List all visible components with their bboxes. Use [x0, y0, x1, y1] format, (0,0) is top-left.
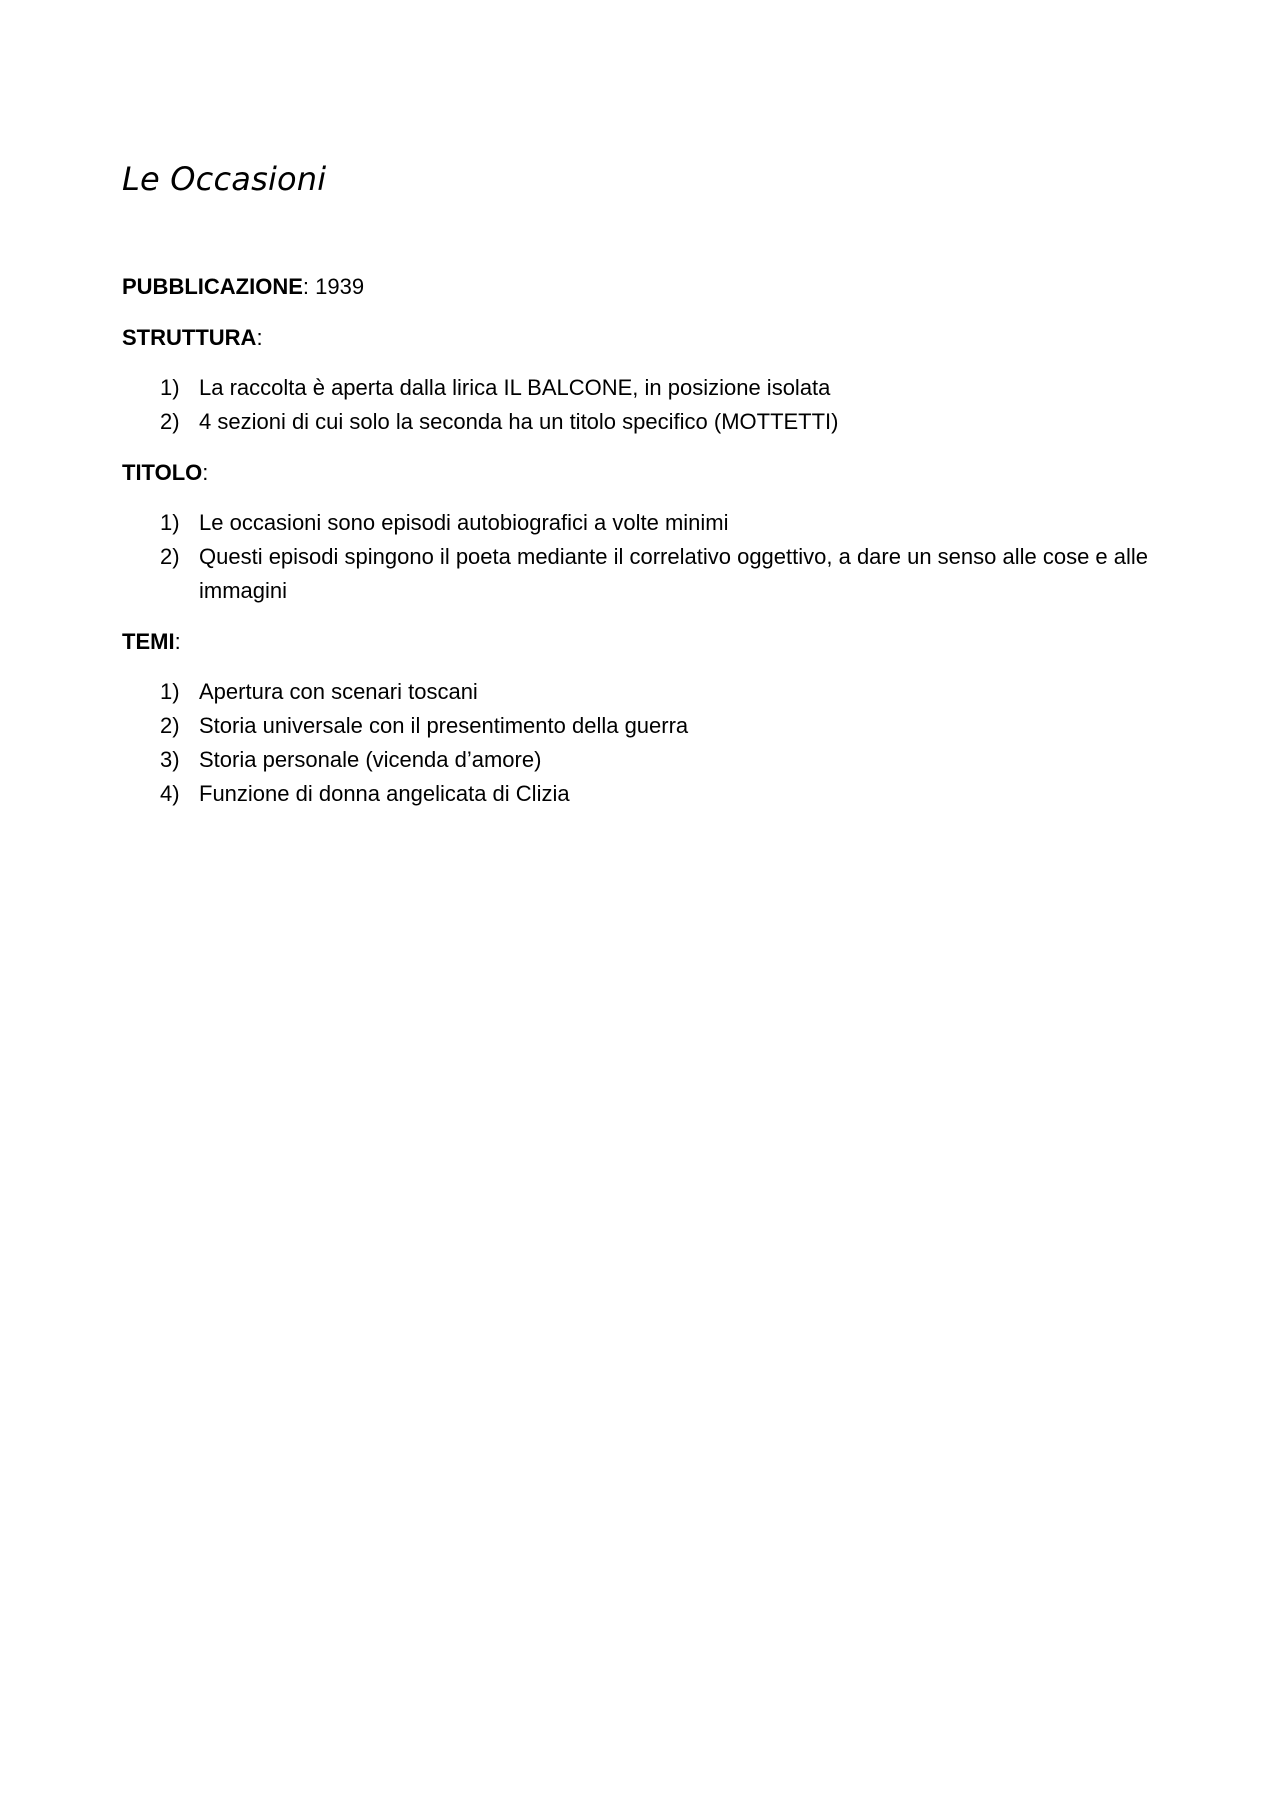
list-item — [122, 675, 1172, 709]
document-content — [122, 150, 1172, 811]
section-label: TITOLO — [122, 460, 203, 486]
list-item — [122, 371, 1172, 405]
list-item-number: 1) — [160, 375, 180, 401]
list-item-text: Le occasioni sono episodi autobiografici a volte minimi — [199, 510, 729, 536]
list-item-text: Questi episodi spingono il poeta mediante il correlativo oggettivo, a dare un senso alle cose e alle immagini — [199, 544, 1149, 604]
list-item-number: 1) — [160, 510, 180, 536]
list-item — [122, 777, 1172, 811]
list-item-text: La raccolta è aperta dalla lirica IL BALCONE, in posizione isolata — [199, 375, 831, 401]
section-struttura — [122, 321, 1172, 439]
section-list — [122, 371, 1172, 439]
list-item-number: 3) — [160, 747, 180, 773]
list-item — [122, 405, 1172, 439]
list-item — [122, 709, 1172, 743]
section-heading — [122, 321, 1172, 355]
list-item-number: 2) — [160, 409, 180, 435]
section-separator: : — [174, 629, 181, 655]
section-temi — [122, 625, 1172, 811]
section-separator: : — [202, 460, 209, 486]
list-item-number: 1) — [160, 679, 180, 705]
list-item-text: Storia personale (vicenda d’amore) — [199, 747, 542, 773]
list-item-text: Storia universale con il presentimento della guerra — [199, 713, 689, 739]
list-item — [122, 743, 1172, 777]
section-heading — [122, 625, 1172, 659]
list-item-text: Funzione di donna angelicata di Clizia — [199, 781, 570, 807]
section-titolo — [122, 456, 1172, 608]
section-separator: : — [256, 325, 263, 351]
publication-separator: : — [302, 274, 310, 300]
document-title: Le Occasioni — [122, 160, 327, 198]
section-label: STRUTTURA — [122, 325, 257, 351]
publication-line — [122, 270, 1172, 304]
list-item — [122, 540, 1172, 608]
section-heading — [122, 456, 1172, 490]
section-list — [122, 675, 1172, 811]
list-item-text: 4 sezioni di cui solo la seconda ha un titolo specifico (MOTTETTI) — [199, 409, 839, 435]
list-item-number: 4) — [160, 781, 180, 807]
section-list — [122, 506, 1172, 608]
list-item-number: 2) — [160, 713, 180, 739]
list-item-text: Apertura con scenari toscani — [199, 679, 478, 705]
section-label: TEMI — [122, 629, 175, 655]
list-item-number: 2) — [160, 544, 180, 570]
list-item — [122, 506, 1172, 540]
publication-value: 1939 — [309, 274, 365, 300]
publication-label: PUBBLICAZIONE — [122, 274, 303, 300]
